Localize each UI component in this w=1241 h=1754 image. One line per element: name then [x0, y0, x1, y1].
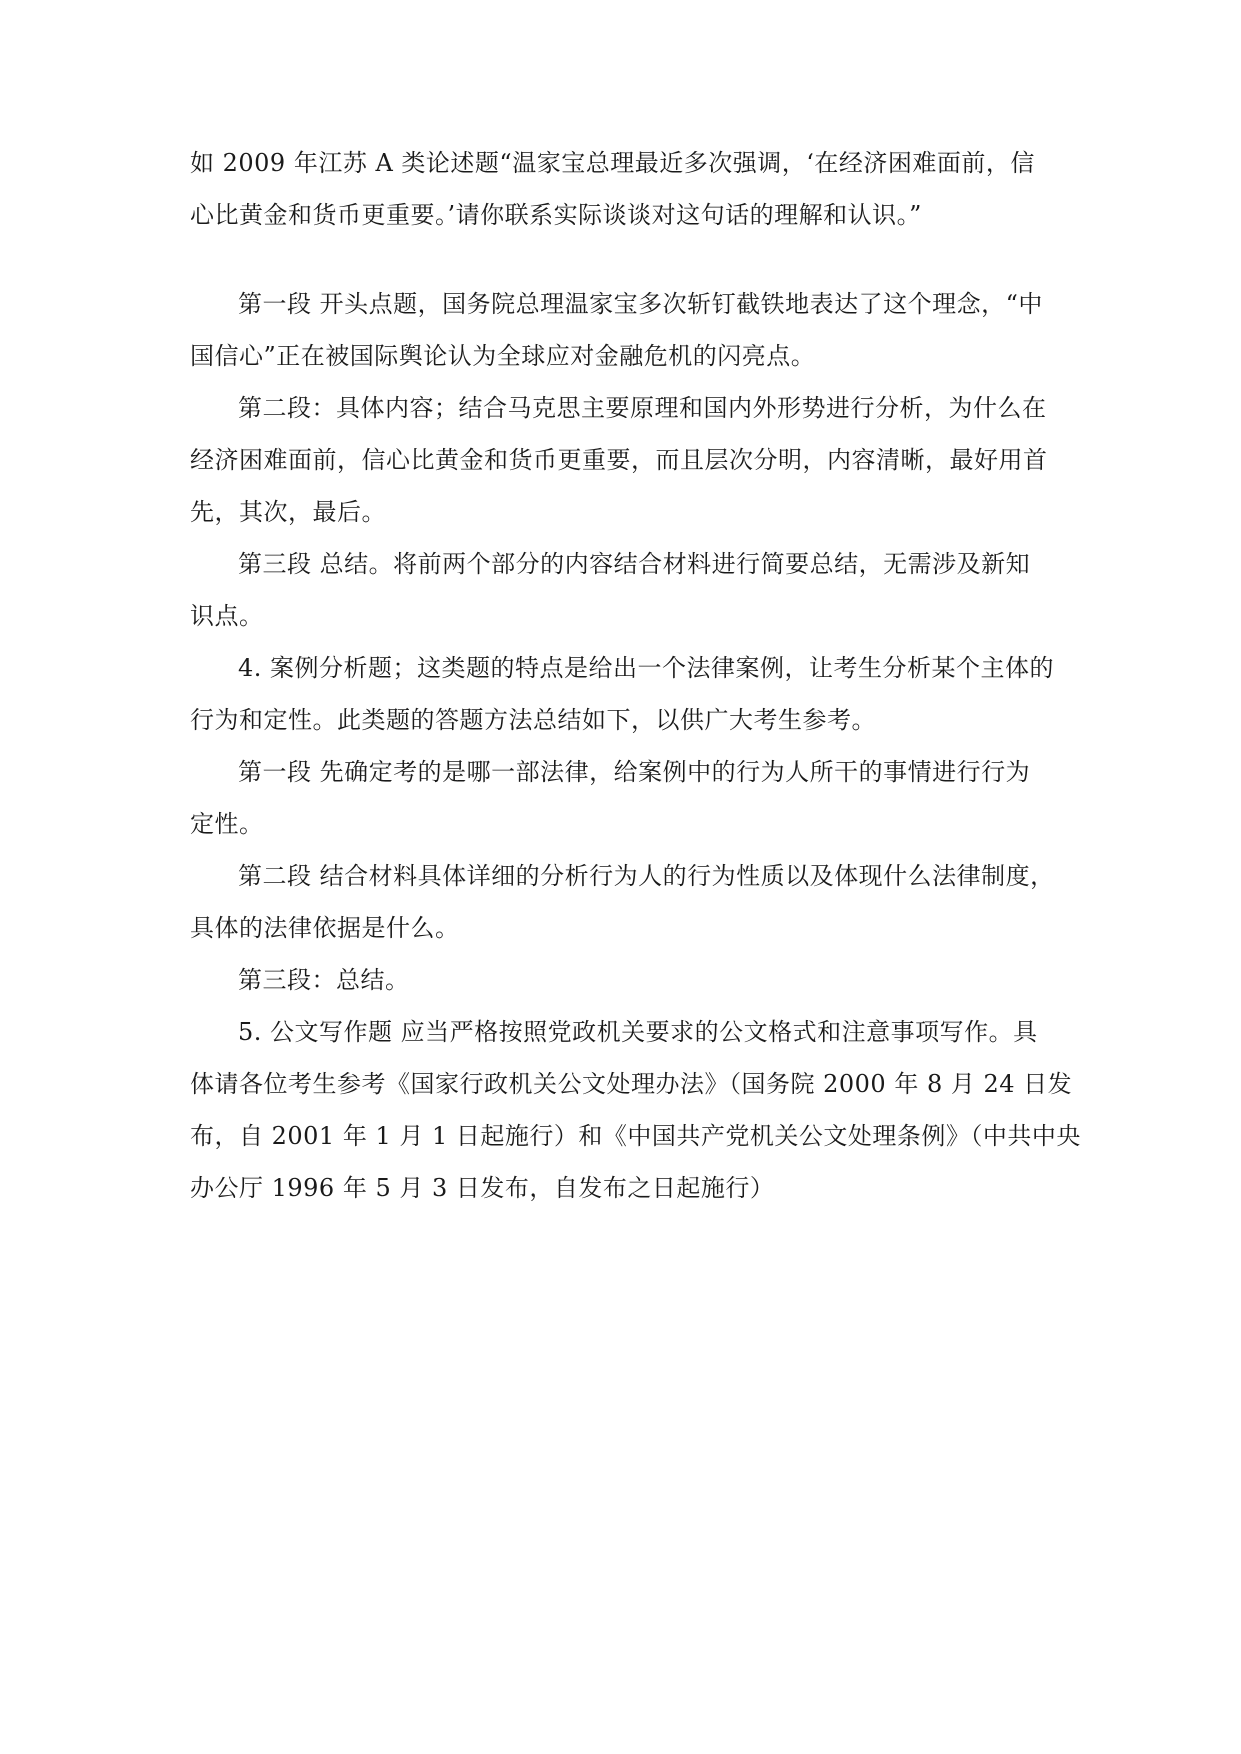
text-line: 具体的法律依据是什么。: [190, 914, 460, 942]
text-line: 心比黄金和货币更重要。’请你联系实际谈谈对这句话的理解和认识。”: [190, 201, 922, 229]
example-question-block: [190, 137, 1060, 241]
text-line: 第一段 开头点题，国务院总理温家宝多次斩钉截铁地表达了这个理念，“中: [238, 290, 1043, 318]
text-line: 国信心”正在被国际舆论认为全球应对金融危机的闪亮点。: [190, 342, 816, 370]
text-line: 定性。: [190, 810, 264, 838]
essay-answer-block: [190, 278, 1060, 746]
text-line: 布，自 2001 年 1 月 1 日起施行）和《中国共产党机关公文处理条例》（中共中央: [190, 1122, 1081, 1150]
text-line: 第三段 总结。将前两个部分的内容结合材料进行简要总结，无需涉及新知: [238, 550, 1031, 578]
text-line: 体请各位考生参考《国家行政机关公文处理办法》（国务院 2000 年 8 月 24 日发: [190, 1070, 1073, 1098]
text-line: 5. 公文写作题 应当严格按照党政机关要求的公文格式和注意事项写作。具: [238, 1018, 1038, 1046]
text-line: 行为和定性。此类题的答题方法总结如下，以供广大考生参考。: [190, 706, 876, 734]
text-line: 第一段 先确定考的是哪一部法律，给案例中的行为人所干的事情进行行为: [238, 758, 1031, 786]
text-line: 第三段：总结。: [238, 966, 410, 994]
text-line: 如 2009 年江苏 A 类论述题“温家宝总理最近多次强调，‘在经济困难面前，信: [190, 149, 1035, 177]
text-line: 识点。: [190, 602, 264, 630]
text-line: 第二段：具体内容；结合马克思主要原理和国内外形势进行分析，为什么在: [238, 394, 1047, 422]
text-line: 经济困难面前，信心比黄金和货币更重要，而且层次分明，内容清晰，最好用首: [190, 446, 1048, 474]
text-line: 先，其次，最后。: [190, 498, 386, 526]
text-line: 第二段 结合材料具体详细的分析行为人的行为性质以及体现什么法律制度，: [238, 862, 1055, 890]
text-line: 办公厅 1996 年 5 月 3 日发布，自发布之日起施行）: [190, 1174, 775, 1202]
text-line: 4. 案例分析题；这类题的特点是给出一个法律案例，让考生分析某个主体的: [238, 654, 1055, 682]
case-answer-block: [190, 746, 1081, 1214]
